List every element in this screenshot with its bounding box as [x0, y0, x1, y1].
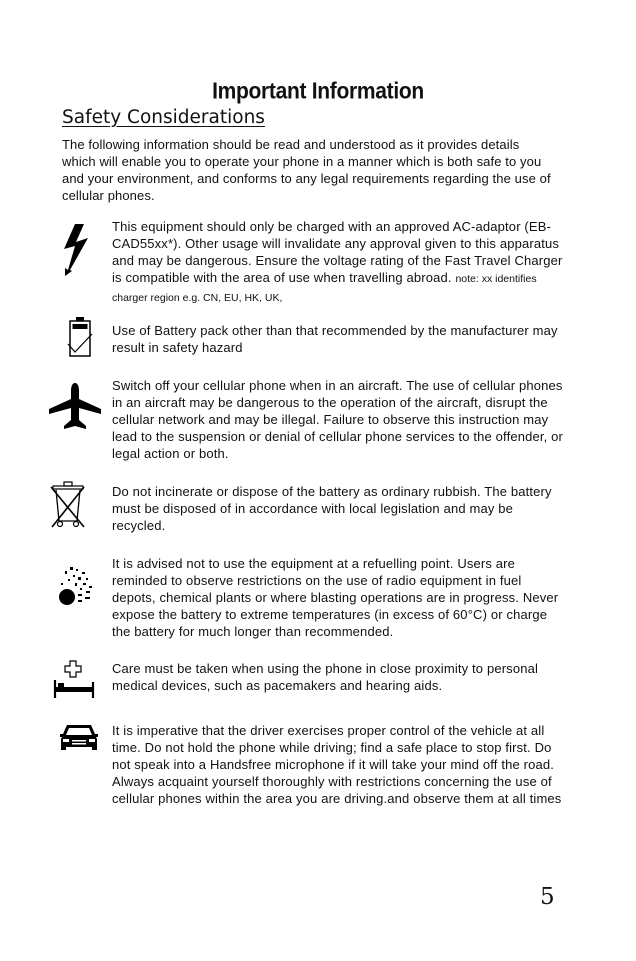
safety-item-text: Do not incinerate or dispose of the battery as ordinary rubbish. The battery must be disposed of in accordance with local legislation and may be recycled. [112, 484, 552, 533]
medical-bed-icon [52, 660, 96, 700]
safety-item-text: Switch off your cellular phone when in an aircraft. The use of cellular phones in an aircraft may be dangerous to the operation of the aircraft, disrupt the cellular network and may be illegal. Failure to observe this instruction may lead to the suspension or denial of cellular phone services to the offender, or legal action or both. [112, 378, 564, 461]
safety-item-text [112, 218, 564, 307]
explosion-icon [56, 565, 98, 607]
car-icon [58, 722, 100, 754]
page-title: Important Information [212, 79, 424, 104]
charger-warning-text: This equipment should only be charged with an approved AC-adaptor (EB-CAD55xx*). Other usage will invalidate any approval given to this apparatus and may be dangerous. Ensure the voltage rating of the Fast Travel Charger is compatible with the area of use when travelling abroad. [112, 219, 563, 285]
safety-item-text: Care must be taken when using the phone in close proximity to personal medical devices, such as pacemakers and hearing aids. [112, 661, 539, 693]
page-number: 5 [540, 884, 555, 910]
charger-region-note: note: xx identifies charger region e.g. CN, EU, HK, UK, [112, 273, 537, 304]
battery-check-icon [66, 316, 94, 358]
section-title: Safety Considerations [62, 107, 265, 128]
intro-paragraph: The following information should be read and understood as it provides details which will enable you to operate your phone in a manner which is both safe to you and your environment, and conforms to any legal requirements regarding the use of cellular phones. [62, 137, 551, 203]
safety-item-text: It is advised not to use the equipment at a refuelling point. Users are reminded to observe restrictions on the use of radio equipment in fuel depots, chemical plants or where blasting operations are in progress. Never expose the battery to extreme temperatures (in excess of 60°C) or charge the battery for much longer than recommended. [112, 556, 559, 639]
airplane-icon [48, 381, 102, 431]
safety-item-text: Use of Battery pack other than that recommended by the manufacturer may result in safety hazard [112, 323, 558, 355]
lightning-bolt-icon [62, 224, 90, 276]
safety-item-text: It is imperative that the driver exercises proper control of the vehicle at all time. Do not hold the phone while driving; find a safe place to stop first. Do not speak into a Handsfree microphone if it will take your mind off the road. Always acquaint yourself thoroughly with restrictions concerning the use of cellular phones within the area you are driving.and observe them at all times [112, 723, 562, 806]
crossed-bin-icon [50, 481, 90, 529]
